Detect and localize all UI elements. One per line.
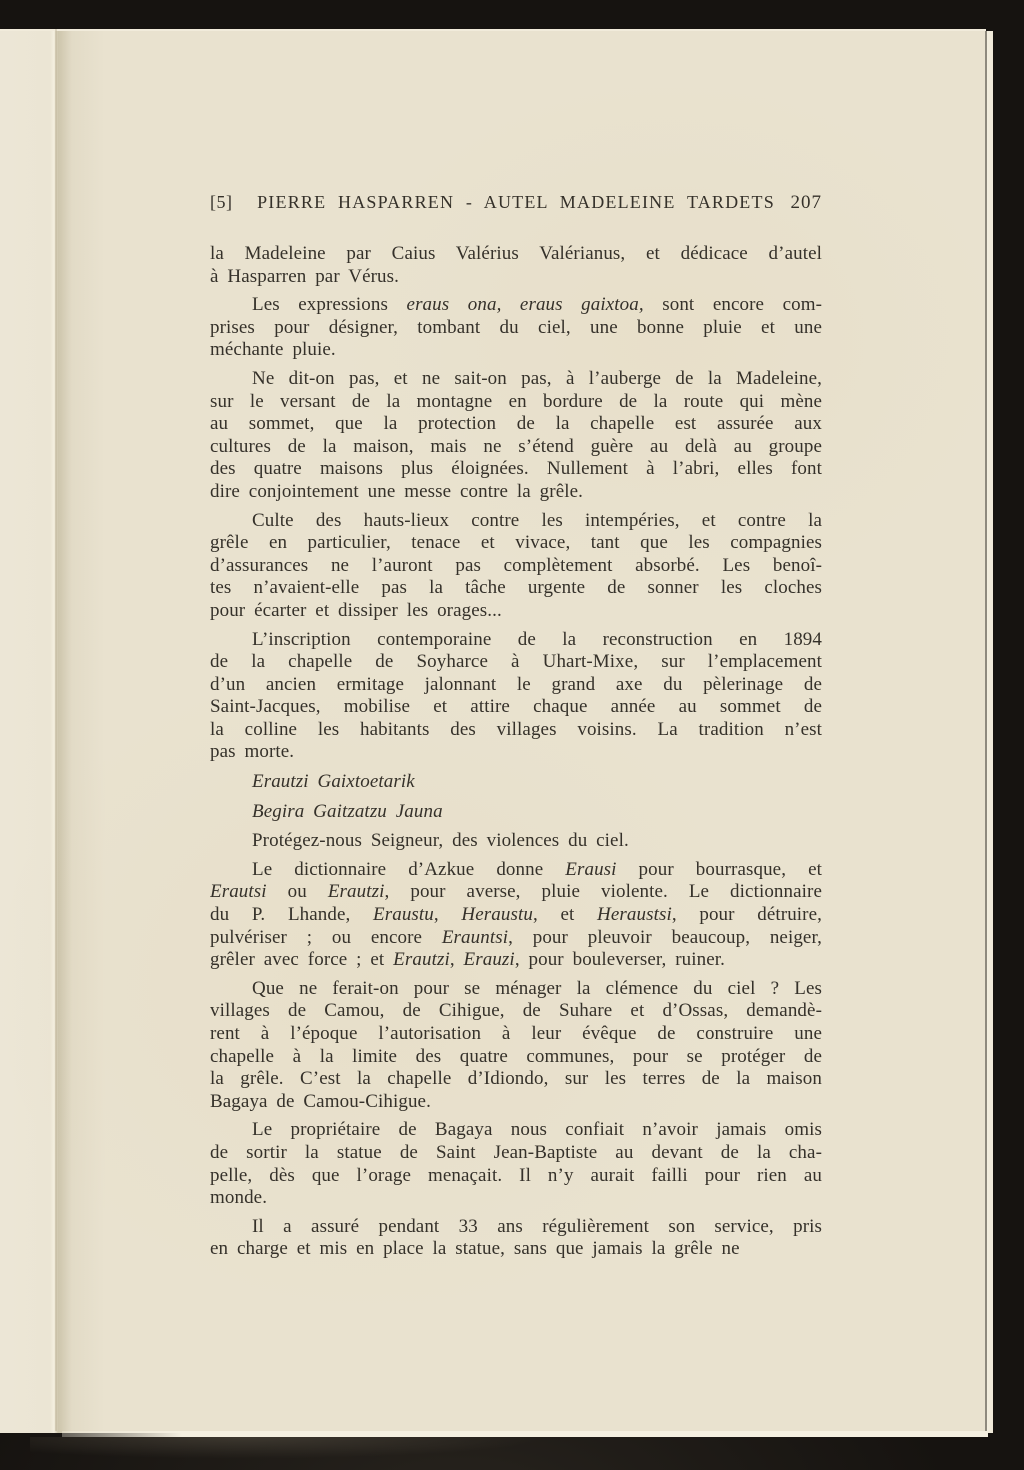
text-line: tes n’avaient-elle pas la tâche urgente de sonner les cloches <box>210 577 822 599</box>
paragraph <box>210 510 822 623</box>
text-line: d’un ancien ermitage jalonnant le grand axe du pèlerinage de <box>210 673 822 695</box>
verse-line: Protégez-nous Seigneur, des violences du ciel. <box>252 830 629 852</box>
text-line: dire conjointement une messe contre la grêle. <box>210 480 584 502</box>
page-cast-shadow <box>30 1437 790 1467</box>
text-line: de sortir la statue de Saint Jean-Baptiste au devant de la cha- <box>210 1141 822 1163</box>
text-line: à Hasparren par Vérus. <box>210 265 399 287</box>
text-line: villages de Camou, de Cihigue, de Suhare et d’Ossas, demandè- <box>210 1000 822 1022</box>
paragraph <box>210 629 822 765</box>
text-line: méchante pluie. <box>210 339 336 361</box>
text-line: Il a assuré pendant 33 ans régulièrement son service, pris <box>252 1215 822 1237</box>
page-text-block <box>210 192 822 1261</box>
paragraph <box>210 859 822 972</box>
text-line: Le dictionnaire d’Azkue donne Erausi pour bourrasque, et <box>252 858 822 880</box>
text-line: monde. <box>210 1187 268 1209</box>
text-line: de la chapelle de Soyharce à Uhart-Mixe, sur l’emplacement <box>210 651 822 673</box>
text-line: Les expressions eraus ona, eraus gaixtoa, sont encore com- <box>252 294 822 316</box>
text-line: prises pour désigner, tombant du ciel, une bonne pluie et une <box>210 316 822 338</box>
text-line: d’assurances ne l’auront pas complètement absorbé. Les benoî- <box>210 554 822 576</box>
verse-paragraph <box>210 801 822 824</box>
text-line: grêler avec force ; et Erautzi, Erauzi, pour bouleverser, ruiner. <box>210 949 726 971</box>
paragraph <box>210 294 822 362</box>
text-line: Bagaya de Camou-Cihigue. <box>210 1090 431 1112</box>
paragraph <box>210 1119 822 1209</box>
text-line: sur le versant de la montagne en bordure de la route qui mène <box>210 390 822 412</box>
header-title: PIERRE HASPARREN - AUTEL MADELEINE TARDETS <box>257 192 775 212</box>
paragraph <box>210 368 822 504</box>
text-line: la Madeleine par Caius Valérius Valérianus, et dédicace d’autel <box>210 243 822 264</box>
text-line: pulvériser ; ou encore Erauntsi, pour pleuvoir beaucoup, neiger, <box>210 926 822 948</box>
text-line: pour écarter et dissiper les orages... <box>210 599 502 621</box>
verse-paragraph <box>210 771 822 794</box>
text-line: Ne dit-on pas, et ne sait-on pas, à l’auberge de la Madeleine, <box>252 367 822 389</box>
text-line: rent à l’époque l’autorisation à leur évêque de construire une <box>210 1023 822 1044</box>
text-line: grêle en particulier, tenace et vivace, tant que les compagnies <box>210 532 822 554</box>
text-line: en charge et mis en place la statue, sans que jamais la grêle ne <box>210 1238 740 1260</box>
paragraph <box>210 1216 822 1261</box>
text-line: la colline les habitants des villages voisins. La tradition n’est <box>210 718 822 740</box>
text-line: pas morte. <box>210 741 295 763</box>
page-body-text <box>210 243 822 1261</box>
text-line: au sommet, que la protection de la chapelle est assurée aux <box>210 413 822 435</box>
header-page-number: 207 <box>790 192 822 213</box>
text-line: Que ne ferait-on pour se ménager la clémence du ciel ? Les <box>252 977 822 999</box>
paragraph <box>210 243 822 288</box>
header-section-number: [5] <box>210 192 233 212</box>
text-line: Culte des hauts-lieux contre les intempéries, et contre la <box>252 509 822 531</box>
page-header <box>210 192 822 214</box>
text-line: chapelle à la limite des quatre communes, pour se protéger de <box>210 1045 822 1067</box>
text-line: pelle, dès que l’orage menaçait. Il n’y aurait failli pour rien au <box>210 1164 822 1186</box>
verse-paragraph <box>210 830 822 853</box>
verse-line: Erautzi Gaixtoetarik <box>252 771 415 793</box>
text-line: L’inscription contemporaine de la reconstruction en 1894 <box>252 628 822 650</box>
page-right-edge <box>985 31 993 1433</box>
text-line: cultures de la maison, mais ne s’étend guère au delà au groupe <box>210 435 822 457</box>
gutter-crease <box>55 29 57 1431</box>
verse-line: Begira Gaitzatzu Jauna <box>252 800 443 822</box>
paragraph <box>210 978 822 1114</box>
text-line: du P. Lhande, Eraustu, Heraustu, et Heraustsi, pour détruire, <box>210 904 822 926</box>
text-line: Saint-Jacques, mobilise et attire chaque année au sommet de <box>210 696 822 718</box>
text-line: la grêle. C’est la chapelle d’Idiondo, sur les terres de la maison <box>210 1068 822 1090</box>
text-line: Le propriétaire de Bagaya nous confiait n’avoir jamais omis <box>252 1119 822 1141</box>
text-line: Erautsi ou Erautzi, pour averse, pluie violente. Le dictionnaire <box>210 881 822 903</box>
text-line: des quatre maisons plus éloignées. Nullement à l’abri, elles font <box>210 458 822 480</box>
